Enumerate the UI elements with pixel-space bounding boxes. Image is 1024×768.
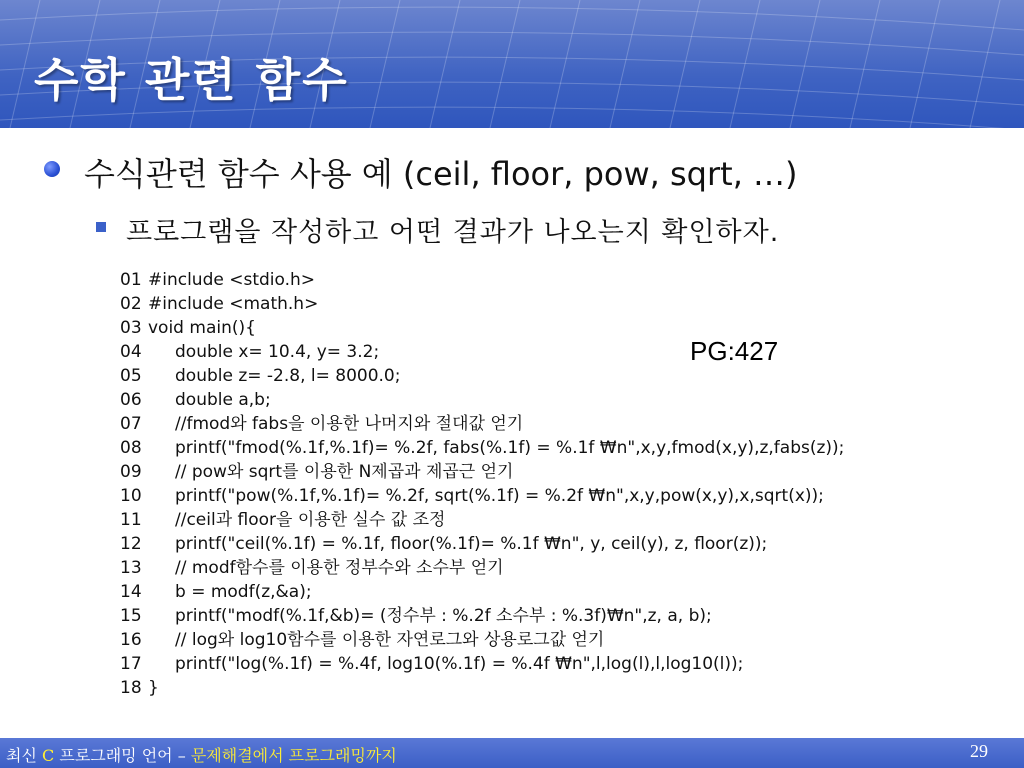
code-line [120, 364, 940, 388]
footer-c-letter: C [42, 746, 55, 765]
code-line [120, 676, 940, 700]
bullet-dot-icon [44, 161, 60, 177]
code-text: // pow와 sqrt를 이용한 N제곱과 제곱근 얻기 [175, 462, 514, 482]
code-line [120, 580, 940, 604]
bullet-square-icon [96, 222, 106, 232]
line-number: 13 [120, 558, 142, 578]
bullet-level1-text: 수식관련 함수 사용 예 (ceil, floor, pow, sqrt, …) [84, 155, 798, 193]
footer-text [6, 743, 397, 766]
code-line [120, 292, 940, 316]
line-number: 03 [120, 318, 142, 338]
page-number: 29 [970, 741, 988, 761]
line-number: 06 [120, 390, 142, 410]
page-reference: PG:427 [690, 336, 779, 366]
line-number: 15 [120, 606, 142, 626]
code-line [120, 628, 940, 652]
code-line [120, 652, 940, 676]
line-number: 02 [120, 294, 142, 314]
code-text: printf("fmod(%.1f,%.1f)= %.2f, fabs(%.1f) = %.1f ₩n",x,y,fmod(x,y),z,fabs(z)); [175, 438, 845, 458]
code-text: // modf함수를 이용한 정부수와 소수부 얻기 [175, 558, 504, 578]
line-number: 07 [120, 414, 142, 434]
code-text: //fmod와 fabs을 이용한 나머지와 절대값 얻기 [175, 414, 524, 434]
footer-subtitle: 문제해결에서 프로그래밍까지 [190, 746, 397, 765]
footer-bar [0, 738, 1024, 768]
code-text: double z= -2.8, l= 8000.0; [175, 366, 401, 386]
line-number: 08 [120, 438, 142, 458]
footer-prefix: 최신 [6, 746, 37, 765]
code-text: printf("modf(%.1f,&b)= (정수부 : %.2f 소수부 : %.3f)₩n",z, a, b); [175, 606, 712, 626]
code-line [120, 508, 940, 532]
line-number: 01 [120, 270, 142, 290]
code-text: void main(){ [148, 318, 256, 338]
code-line [120, 412, 940, 436]
code-text: double x= 10.4, y= 3.2; [175, 342, 380, 362]
code-text: //ceil과 floor을 이용한 실수 값 조정 [175, 510, 446, 530]
line-number: 04 [120, 342, 142, 362]
code-line [120, 484, 940, 508]
line-number: 10 [120, 486, 142, 506]
line-number: 11 [120, 510, 142, 530]
code-line [120, 556, 940, 580]
title-banner [0, 0, 1024, 128]
bullet-level2-text: 프로그램을 작성하고 어떤 결과가 나오는지 확인하자. [126, 217, 780, 248]
slide-title: 수학 관련 함수 [34, 53, 349, 107]
line-number: 14 [120, 582, 142, 602]
bullet-level2 [96, 210, 996, 246]
code-text: double a,b; [175, 390, 271, 410]
line-number: 18 [120, 678, 142, 698]
bullet-level1 [44, 149, 1004, 193]
code-text: printf("pow(%.1f,%.1f)= %.2f, sqrt(%.1f) = %.2f ₩n",x,y,pow(x,y),x,sqrt(x)); [175, 486, 824, 506]
code-text: } [148, 678, 159, 698]
code-line [120, 604, 940, 628]
code-text: printf("log(%.1f) = %.4f, log10(%.1f) = %.4f ₩n",l,log(l),l,log10(l)); [175, 654, 744, 674]
line-number: 17 [120, 654, 142, 674]
code-line [120, 316, 940, 340]
code-text: b = modf(z,&a); [175, 582, 312, 602]
line-number: 12 [120, 534, 142, 554]
code-text: printf("ceil(%.1f) = %.1f, floor(%.1f)= %.1f ₩n", y, ceil(y), z, floor(z)); [175, 534, 768, 554]
code-text: #include <math.h> [148, 294, 319, 314]
code-text: #include <stdio.h> [148, 270, 316, 290]
footer-book: 프로그래밍 언어 [59, 746, 173, 765]
footer-dash: – [177, 746, 186, 765]
code-line [120, 460, 940, 484]
code-line [120, 436, 940, 460]
code-line [120, 340, 940, 364]
code-text: // log와 log10함수를 이용한 자연로그와 상용로그값 얻기 [175, 630, 605, 650]
code-line [120, 388, 940, 412]
line-number: 09 [120, 462, 142, 482]
code-listing [120, 268, 940, 700]
line-number: 16 [120, 630, 142, 650]
code-line [120, 268, 940, 292]
code-line [120, 532, 940, 556]
line-number: 05 [120, 366, 142, 386]
